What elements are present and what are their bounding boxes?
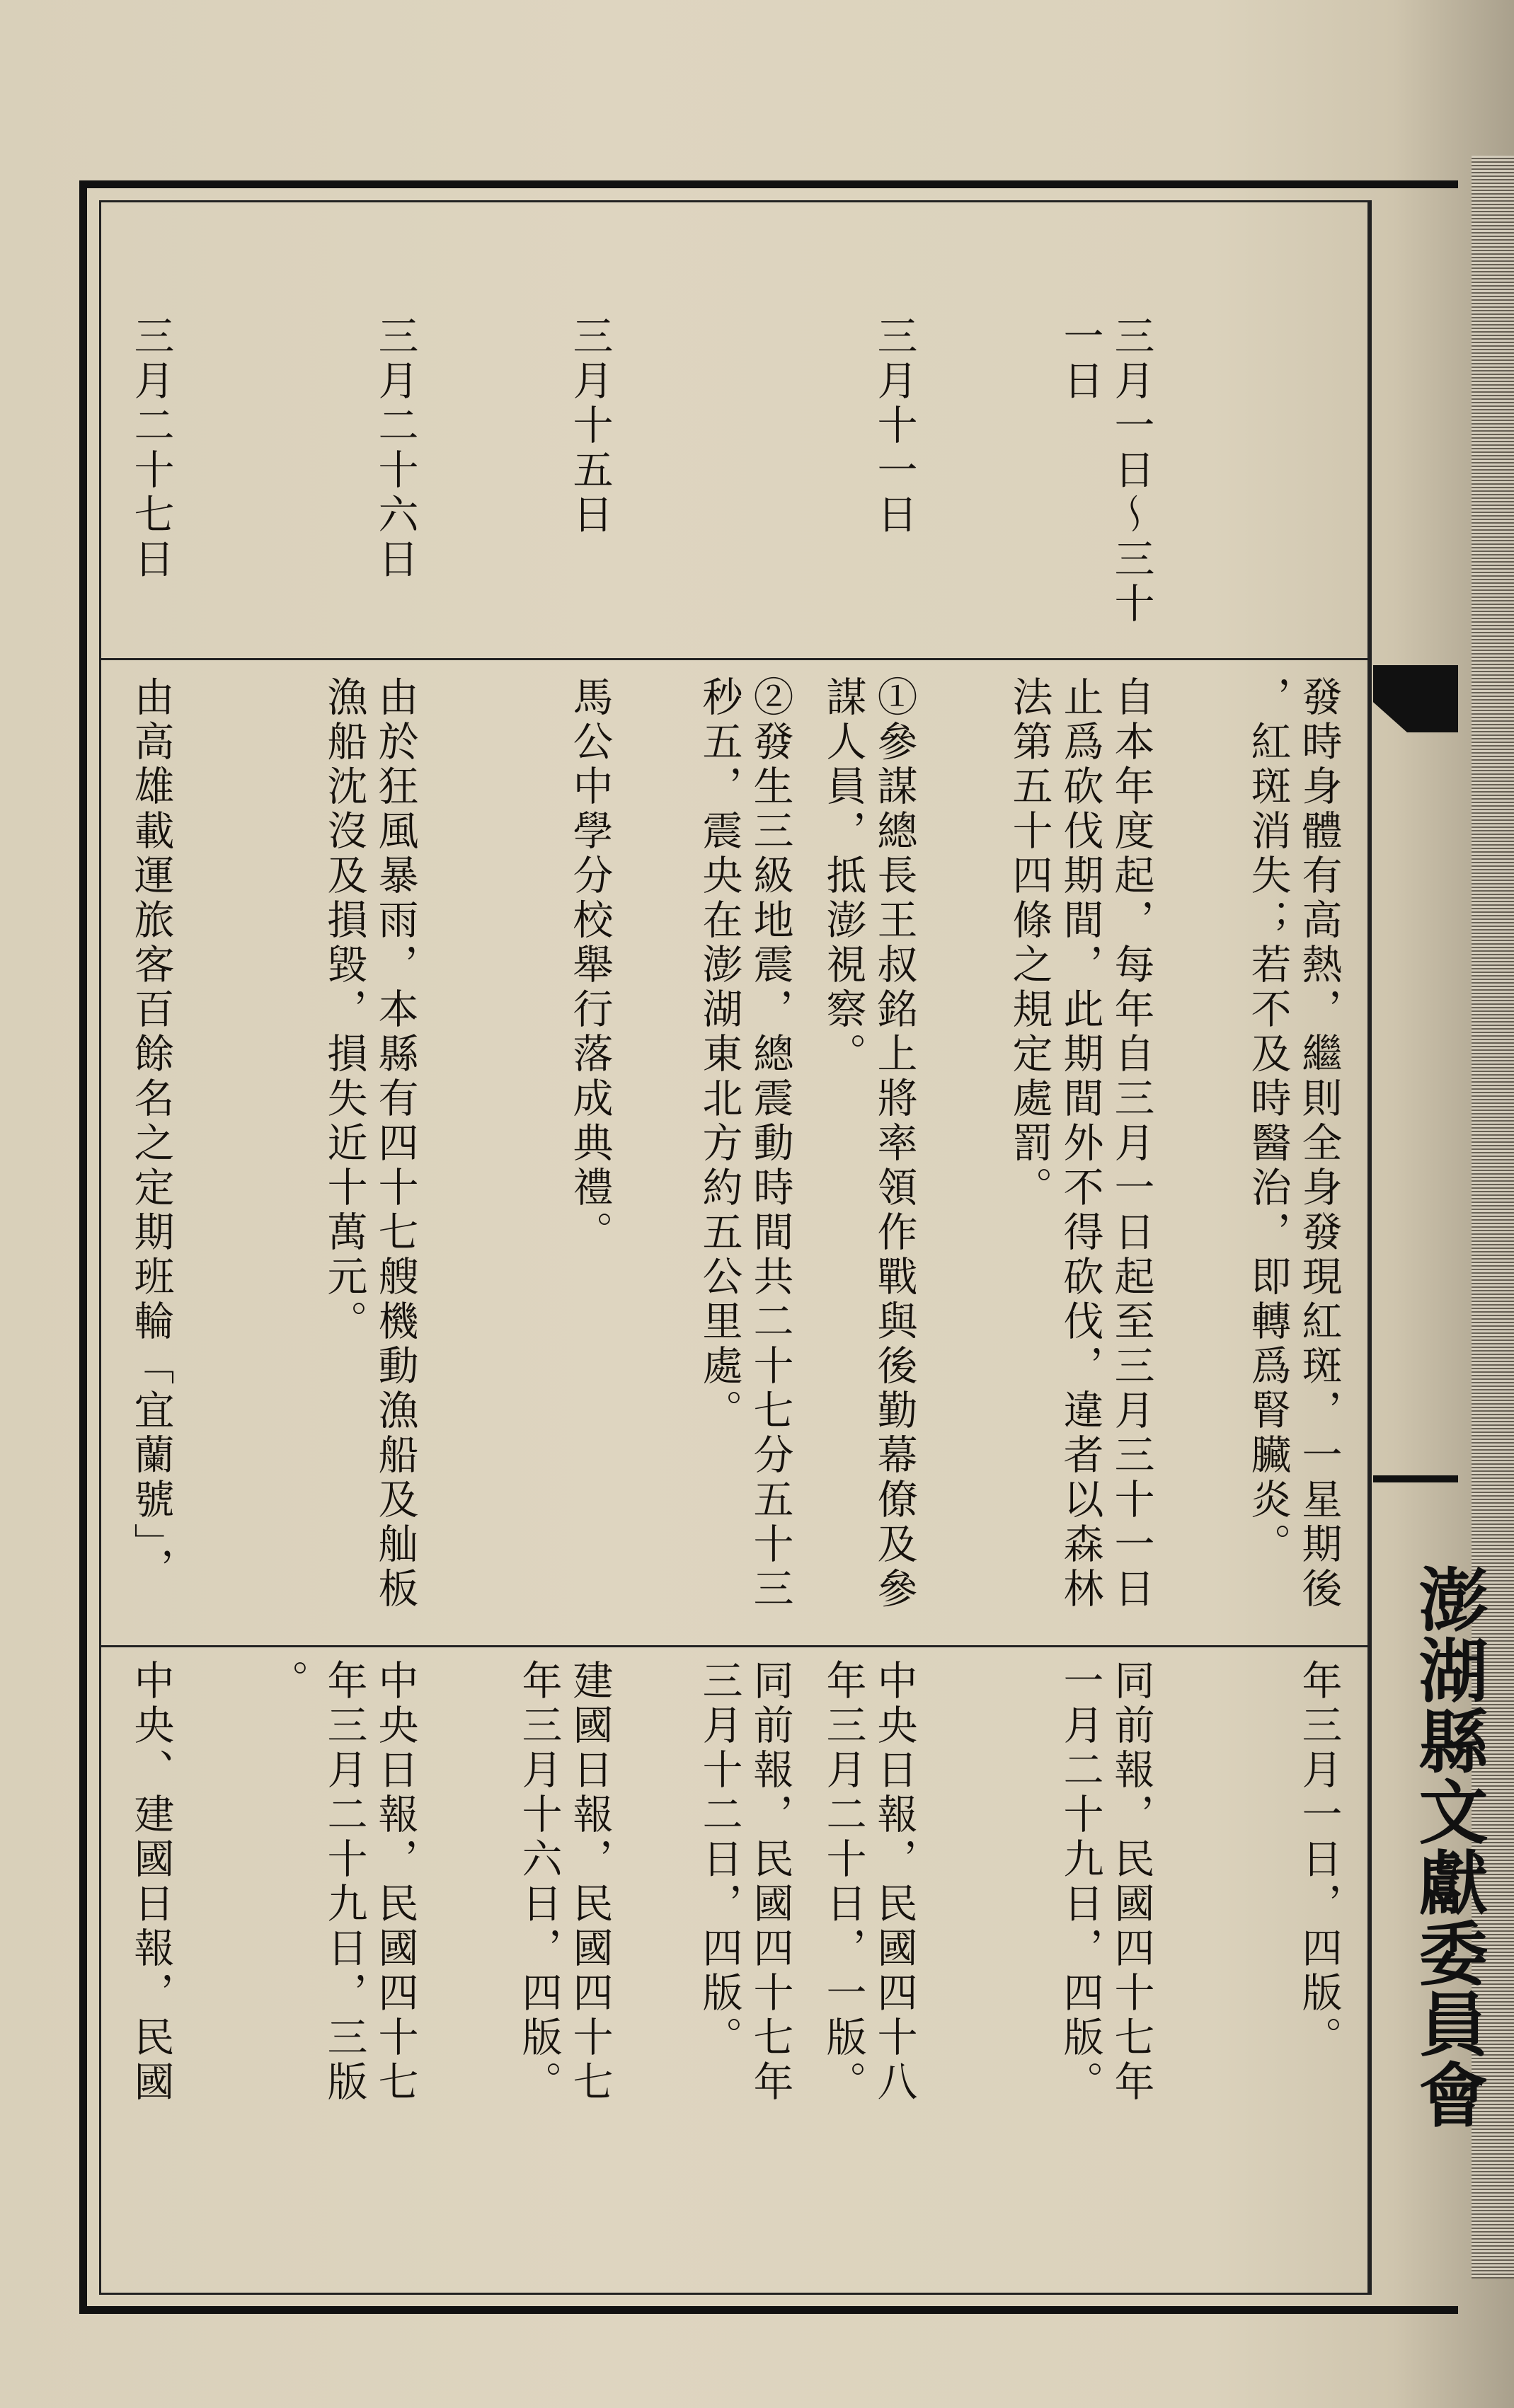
date-line: 三月二十七日 <box>127 315 174 582</box>
event-line: ②發生三級地震，總震動時間共二十七分五十三 <box>747 676 793 1612</box>
date-line: 一日 <box>1057 315 1103 404</box>
event-line: 漁船沈沒及損毀，損失近十萬元。 <box>321 676 367 1344</box>
event-line: 法第五十四條之規定處罰。 <box>1006 676 1053 1211</box>
source-line: 年三月一日，四版。 <box>1295 1659 1342 2061</box>
source-line: 同前報，民國四十七年 <box>747 1659 793 2105</box>
source-line: 年三月二十日，一版。 <box>820 1659 866 2105</box>
event-line: 由高雄載運旅客百餘名之定期班輪「宜蘭號」， <box>127 676 174 1592</box>
event-line: 謀人員，抵澎視察。 <box>820 676 866 1077</box>
event-line: ，紅斑消失；若不及時醫治，即轉爲腎臟炎。 <box>1244 676 1291 1567</box>
source-line: 三月十二日，四版。 <box>696 1659 742 2061</box>
margin-rule <box>1373 1475 1458 1482</box>
source-line: 建國日報，民國四十七 <box>566 1659 613 2105</box>
date-line: 三月十五日 <box>566 315 613 538</box>
date-line: 三月十一日 <box>871 315 917 538</box>
date-line: 三月二十六日 <box>372 315 418 582</box>
source-line: 年三月二十九日，三版 <box>321 1659 367 2105</box>
event-line: 秒五，震央在澎湖東北方約五公里處。 <box>696 676 742 1434</box>
event-line: 馬公中學分校舉行落成典禮。 <box>566 676 613 1255</box>
event-line: 止爲砍伐期間，此期間外不得砍伐，違者以森林 <box>1057 676 1103 1612</box>
source-line: 中央日報，民國四十八 <box>871 1659 917 2105</box>
date-column-divider <box>99 658 1370 660</box>
event-line: 自本年度起，每年自三月一日起至三月三十一日 <box>1108 676 1154 1612</box>
source-line: 一月二十九日，四版。 <box>1057 1659 1103 2105</box>
event-line: 發時身體有高熱，繼則全身發現紅斑，一星期後 <box>1295 676 1342 1612</box>
publisher-name: 澎湖縣文獻委員會 <box>1407 1564 1489 2130</box>
source-line: 中央、建國日報，民國 <box>127 1659 174 2105</box>
event-line: 由於狂風暴雨，本縣有四十七艘機動漁船及舢板 <box>372 676 418 1612</box>
source-line: 同前報，民國四十七年 <box>1108 1659 1154 2105</box>
event-line: ①參謀總長王叔銘上將率領作戰與後勤幕僚及參 <box>871 676 917 1612</box>
source-line: 中央日報，民國四十七 <box>372 1659 418 2105</box>
source-column-divider <box>99 1645 1370 1647</box>
date-line: 三月一日～三十 <box>1108 315 1154 627</box>
source-line: 年三月十六日，四版。 <box>515 1659 562 2105</box>
source-line: 。 <box>262 1659 309 1704</box>
